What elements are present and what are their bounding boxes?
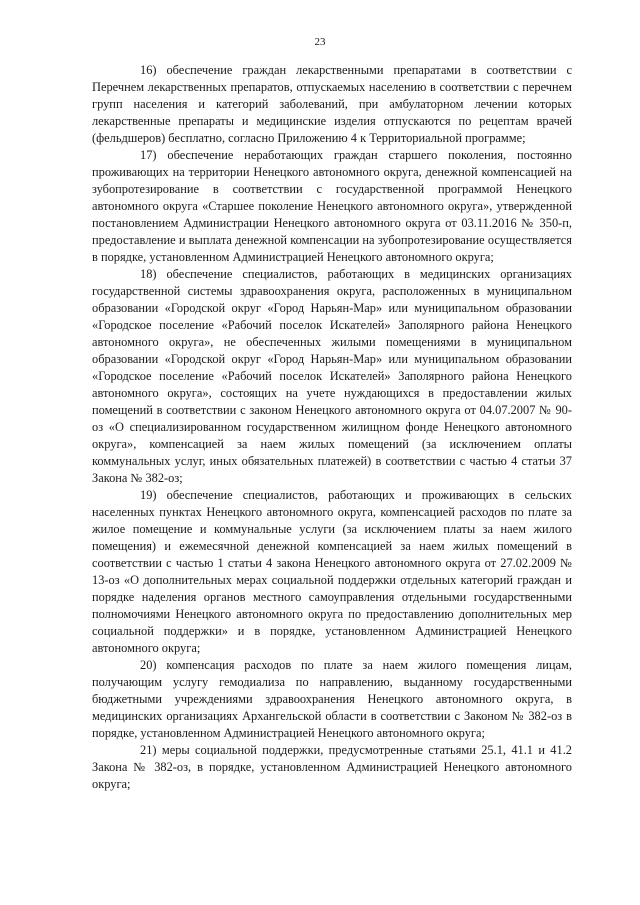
paragraph-17: 17) обеспечение неработающих граждан старшего поколения, постоянно проживающих на территории Ненецкого автономного округа, денежной компенсацией на зубопротезирование в соответствии с государственной программой Ненецкого автономного округа «Старшее поколение Ненецкого автономного округа», утвержденной постановлением Администрации Ненецкого автономного округа от 03.11.2016 № 350-п, предоставление и выплата денежной компенсации на зубопротезирование осуществляется в порядке, установленном Администрацией Ненецкого автономного округа; <box>92 148 572 264</box>
paragraph-20: 20) компенсация расходов по плате за наем жилого помещения лицам, получающим услугу гемодиализа по направлению, выданному государственными бюджетными учреждениями здравоохранения Ненецкого автономного округа, в медицинских организациях Архангельской области в соответствии с Законом № 382-оз в порядке, установленном Администрацией Ненецкого автономного округа; <box>92 658 572 740</box>
page-number: 23 <box>314 36 326 48</box>
document-body <box>92 62 572 793</box>
paragraph-19: 19) обеспечение специалистов, работающих и проживающих в сельских населенных пунктах Ненецкого автономного округа, компенсацией расходов по плате за жилое помещение и коммунальные услуги (за исключением платы за наем жилого помещения) и ежемесячной денежной компенсацией за наем жилых помещений в соответствии с частью 1 статьи 4 закона Ненецкого автономного округа от 27.02.2009 № 13-оз «О дополнительных мерах социальной поддержки отдельных категорий граждан и порядке наделения органов местного самоуправления отдельными государственными полномочиями Ненецкого автономного округа по предоставлению дополнительных мер социальной поддержки» и в порядке, установленном Администрацией Ненецкого автономного округа; <box>92 488 572 655</box>
paragraph-21: 21) меры социальной поддержки, предусмотренные статьями 25.1, 41.1 и 41.2 Закона № 382-оз, в порядке, установленном Администрацией Ненецкого автономного округа; <box>92 743 572 791</box>
paragraph-18: 18) обеспечение специалистов, работающих в медицинских организациях государственной системы здравоохранения округа, расположенных в муниципальном образовании «Городской округ «Город Нарьян-Мар» или муниципальном образовании «Городское поселение «Рабочий поселок Искателей» Заполярного района Ненецкого автономного округа», не обеспеченных жилыми помещениями в муниципальном образовании «Городской округ «Город Нарьян-Мар» или муниципальном образовании «Городское поселение «Рабочий поселок Искателей» Заполярного района Ненецкого автономного округа», состоящих на учете нуждающихся в предоставлении жилых помещений в соответствии с законом Ненецкого автономного округа от 04.07.2007 № 90-оз «О специализированном государственном жилищном фонде Ненецкого автономного округа», компенсацией за наем жилых помещений (за исключением оплаты коммунальных услуг, иных обязательных платежей) в соответствии с частью 4 статьи 37 Закона № 382-оз; <box>92 267 572 485</box>
paragraph-16: 16) обеспечение граждан лекарственными препаратами в соответствии с Перечнем лекарственных препаратов, отпускаемых населению в соответствии с перечнем групп населения и категорий заболеваний, при амбулаторном лечении которых лекарственные препараты и медицинские изделия отпускаются по рецептам врачей (фельдшеров) бесплатно, согласно Приложению 4 к Территориальной программе; <box>92 63 572 145</box>
